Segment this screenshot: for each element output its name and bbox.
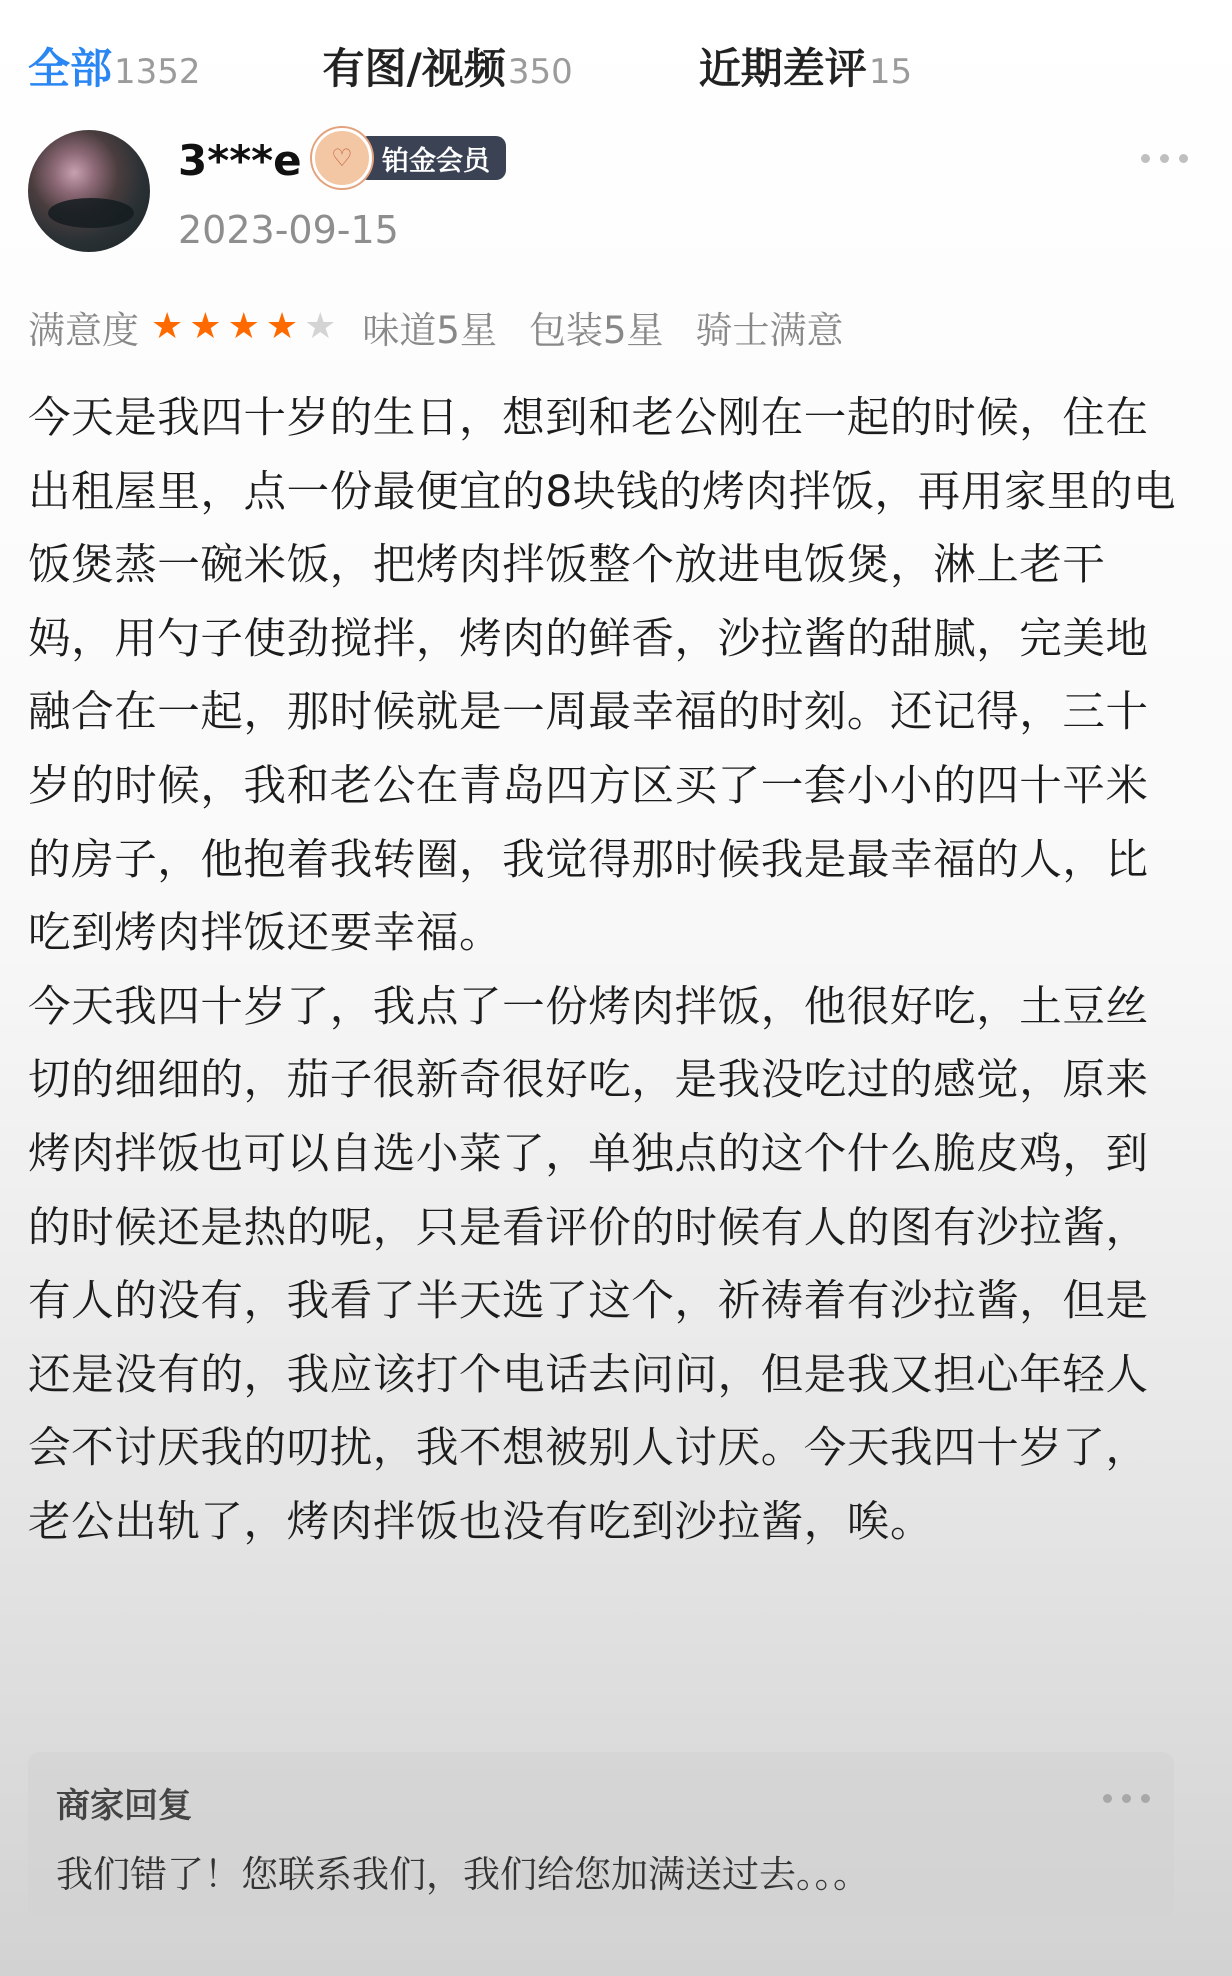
merchant-reply-text: 我们错了！您联系我们，我们给您加满送过去。。。 — [56, 1853, 870, 1896]
merchant-reply — [28, 1752, 1174, 1918]
star-icon: ★ — [304, 306, 337, 347]
avatar[interactable] — [28, 130, 150, 252]
tab-count: 350 — [507, 52, 573, 92]
packaging-rating: 包装5星 — [528, 309, 664, 352]
review-paragraph: 今天是我四十岁的生日，想到和老公刚在一起的时候，住在出租屋里，点一份最便宜的8块钱的烤肉拌饭，再用家里的电饭煲蒸一碗米饭，把烤肉拌饭整个放进电饭煲，淋上老干妈，用勺子使劲搅拌，烤肉的鲜香，沙拉酱的甜腻，完美地融合在一起，那时候就是一周最幸福的时刻。还记得，三十岁的时候，我和老公在青岛四方区买了一套小小的四十平米的房子，他抱着我转圈，我觉得那时候我是最幸福的人，比吃到烤肉拌饭还要幸福。 — [28, 394, 1177, 959]
star-icon: ★ — [227, 306, 260, 347]
star-icon: ★ — [265, 306, 299, 347]
review-filter-tabs — [28, 36, 1204, 100]
more-options-icon[interactable] — [1141, 154, 1188, 163]
username: 3***e — [178, 136, 302, 185]
review-content — [28, 382, 1188, 1560]
member-badge — [312, 134, 506, 182]
review-header — [28, 130, 1204, 260]
tab-label: 近期差评 — [698, 44, 867, 93]
member-badge-label: 铂金会员 — [358, 136, 506, 180]
tab-recent-negative[interactable] — [699, 36, 912, 96]
tab-label: 有图/视频 — [322, 44, 506, 93]
star-icon: ★ — [189, 306, 222, 347]
rating-row — [28, 300, 1204, 354]
rider-rating: 骑士满意 — [695, 309, 844, 352]
tab-with-media[interactable] — [323, 36, 573, 96]
tab-label: 全部 — [28, 44, 113, 93]
star-icon: ★ — [151, 306, 184, 347]
star-rating — [151, 306, 337, 347]
merchant-reply-title: 商家回复 — [56, 1786, 192, 1826]
review-paragraph: 今天我四十岁了，我点了一份烤肉拌饭，他很好吃，土豆丝切的细细的，茄子很新奇很好吃，是我没吃过的感觉，原来烤肉拌饭也可以自选小菜了，单独点的这个什么脆皮鸡，到的时候还是热的呢，只是看评价的时候有人的图有沙拉酱，有人的没有，我看了半天选了这个，祈祷着有沙拉酱，但是还是没有的，我应该打个电话去问问，但是我又担心年轻人会不讨厌我的叨扰，我不想被别人讨厌。今天我四十岁了，老公出轨了，烤肉拌饭也没有吃到沙拉酱，唉。 — [28, 982, 1149, 1547]
reply-more-options-icon[interactable] — [1103, 1794, 1150, 1803]
heart-face-icon: ♡ — [312, 128, 372, 188]
tab-count: 1352 — [114, 52, 201, 92]
satisfaction-label: 满意度 — [28, 309, 139, 352]
review-date: 2023-09-15 — [178, 208, 399, 252]
tab-all[interactable] — [28, 36, 201, 96]
tab-count: 15 — [868, 52, 913, 92]
taste-rating: 味道5星 — [362, 309, 497, 352]
